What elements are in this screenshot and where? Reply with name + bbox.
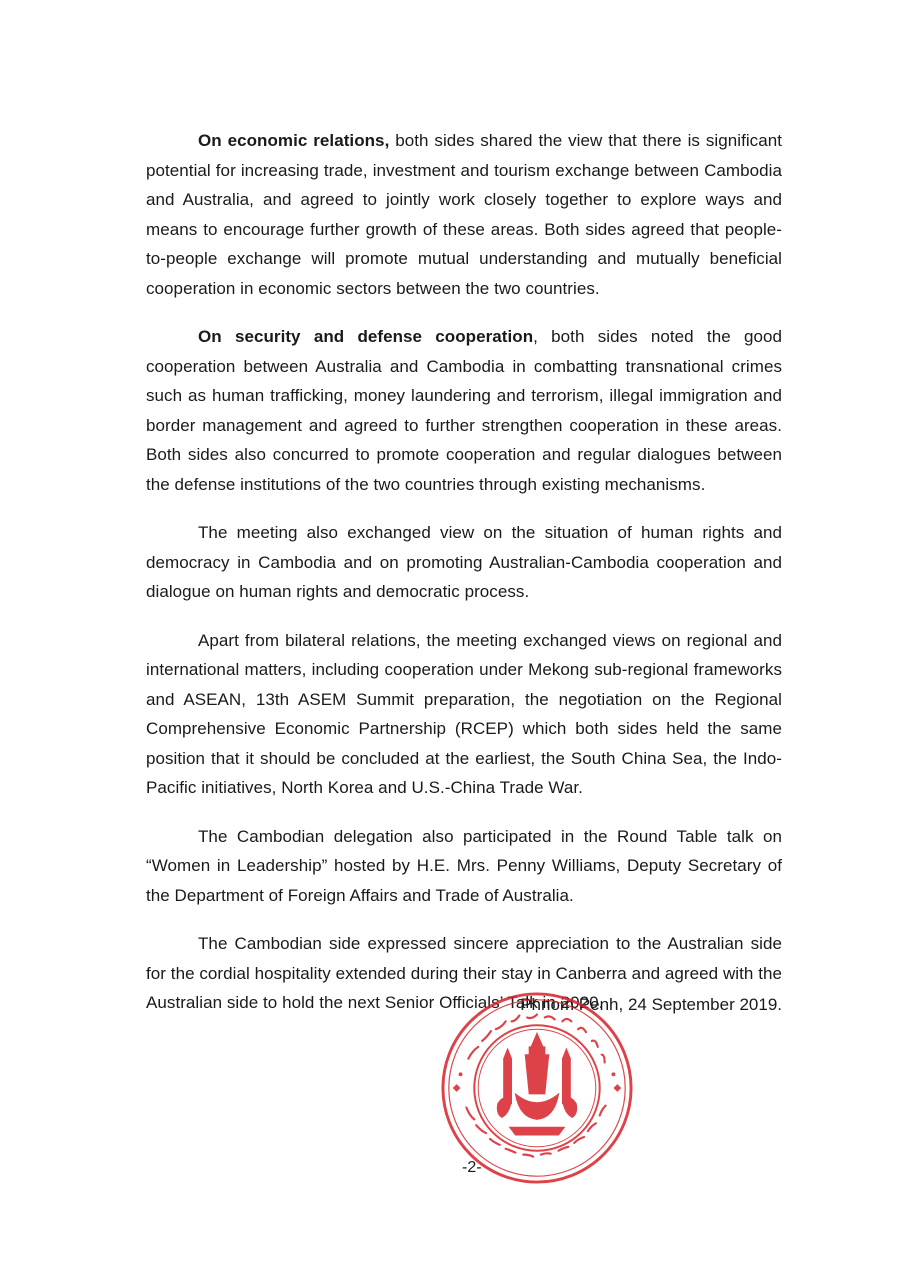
place-and-date: Phnom Penh, 24 September 2019. [520, 995, 782, 1014]
paragraph-appreciation: The Cambodian side expressed sincere appreciation to the Australian side for the cordial hospitality extended during their stay in Canberra and agreed with the Australian side to hold the next Senior Officials’ Talk in 2020. [146, 934, 782, 1012]
paragraph-lead: On economic relations, [198, 131, 390, 150]
paragraph-human-rights: The meeting also exchanged view on the situation of human rights and democracy in Cambodia and on promoting Australian-Cambodia cooperation and dialogue on human rights and democratic process. [146, 523, 782, 601]
paragraph-text: both sides shared the view that there is significant potential for increasing trade, investment and tourism exchange between Cambodia and Australia, and agreed to jointly work closely together to explore ways and means to encourage further growth of these areas. Both sides agreed that people-to-people exchange will promote mutual understanding and mutually beneficial cooperation in economic sectors between the two countries. [146, 131, 782, 298]
page-number: -2- [462, 1159, 482, 1176]
paragraph-economic-relations [146, 126, 782, 303]
document-body [146, 126, 782, 1037]
paragraph-regional-matters: Apart from bilateral relations, the meeting exchanged views on regional and international matters, including cooperation under Mekong sub-regional frameworks and ASEAN, 13th ASEM Summit preparation, the negotiation on the Regional Comprehensive Economic Partnership (RCEP) which both sides held the same position that it should be concluded at the earliest, the South China Sea, the Indo-Pacific initiatives, North Korea and U.S.-China Trade War. [146, 630, 782, 797]
paragraph-text: , both sides noted the good cooperation between Australia and Cambodia in combatting transnational crimes such as human trafficking, money laundering and terrorism, illegal immigration and border management and agreed to further strengthen cooperation in these areas. Both sides also concurred to promote cooperation and regular dialogues between the defense institutions of the two countries through existing mechanisms. [146, 327, 782, 494]
paragraph-lead: On security and defense cooperation [198, 327, 534, 346]
official-seal-icon [439, 990, 635, 1186]
paragraph-security-defense [146, 322, 782, 499]
paragraph-round-table: The Cambodian delegation also participated in the Round Table talk on “Women in Leadership” hosted by H.E. Mrs. Penny Williams, Deputy Secretary of the Department of Foreign Affairs and Trade of Australia. [146, 826, 782, 905]
